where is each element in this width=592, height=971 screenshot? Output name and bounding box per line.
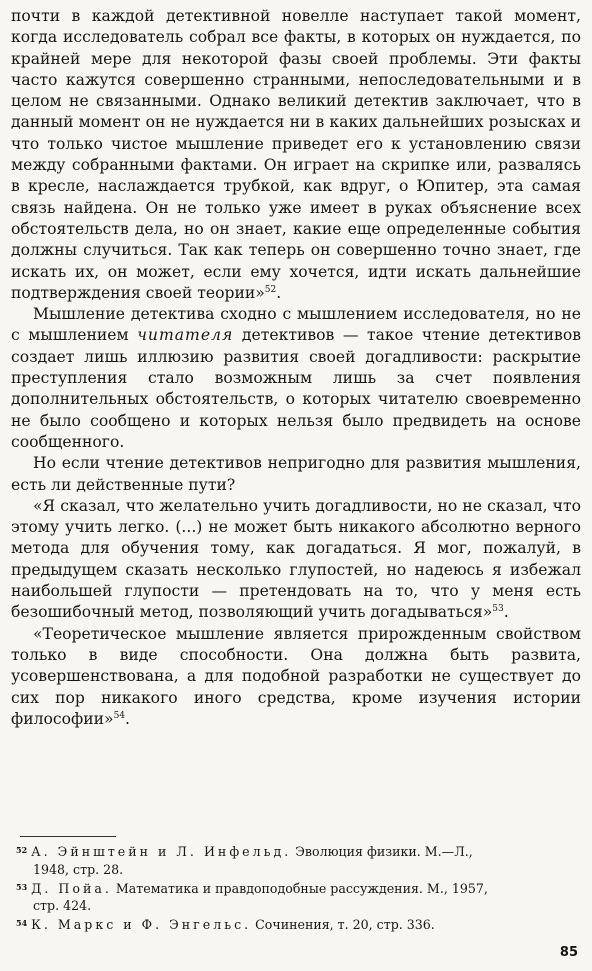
page-number: 85 bbox=[559, 945, 578, 960]
footnotes bbox=[16, 842, 584, 934]
paragraph-5-text: «Теоретическое мышление является прирожденным свойством только в виде способности. Она должна быть развита, усовершенствована, а для подобной разработки не существует до сих пор никакого иного средства, кроме изучения истории философии» bbox=[11, 624, 581, 728]
paragraph-2 bbox=[11, 304, 581, 453]
footnote-author: А. Эйнштейн и Л. Инфельд. bbox=[31, 844, 292, 859]
paragraph-3 bbox=[11, 453, 581, 496]
footnote-ref-54: 54 bbox=[113, 710, 126, 721]
paragraph-5: «Теоретическое мышление является прирожденным свойством только в виде способности. Она должна быть развита, усовершенствована, а для подобной разработки не существует до сих пор никакого иного средства, кроме изучения истории философии»$^{54}$. bbox=[11, 624, 581, 728]
paragraph-4: «Я сказал, что желательно учить догадливости, но не сказал, что этому учить легко. (...) не может быть никакого абсолютно верного метода для обучения тому, как догадаться. Я мог, пожалуй, в предыдущем сказать несколько глупостей, но надеюсь я избежал наибольшей глупости — претендовать на то, что у меня есть безошибочный метод, позволяющий учить догадываться»$^{53}$. bbox=[11, 496, 581, 622]
main-text bbox=[11, 6, 581, 730]
footnote-ref-52: 52 bbox=[264, 284, 277, 295]
footnote-text: Математика и правдоподобные рассуждения. М., 1957, bbox=[115, 880, 488, 896]
footnote-continuation: стр. 424. bbox=[33, 898, 92, 914]
footnote-divider bbox=[20, 836, 116, 837]
footnote-author: К. Маркс и Ф. Энгельс. bbox=[31, 917, 252, 933]
footnote-author: Д. Пойа. bbox=[31, 880, 112, 896]
footnote-52 bbox=[16, 842, 584, 879]
paragraph-2-emphasis: читателя bbox=[137, 326, 234, 345]
footnote-54 bbox=[16, 915, 584, 934]
footnote-text: Сочинения, т. 20, стр. 336. bbox=[255, 917, 435, 933]
footnote-number: 54 bbox=[16, 918, 28, 929]
paragraph-1-text: почти в каждой детективной новелле наступает такой момент, когда исследователь собрал все факты, в которых он нуждается, по крайней мере для некоторой фазы своей проблемы. Эти факты часто кажутся совершенно странными, непоследовательными и в целом не связанными. Однако великий детектив заключает, что в данный момент он не нуждается ни в каких дальнейших розысках и что только чистое мышление приведет его к установлению связи между собранными фактами. Он играет на скрипке или, развалясь в кресле, наслаждается трубкой, как вдруг, о Юпитер, эта самая связь найдена. Он не только уже имеет в руках объяснение всех обстоятельств дела, но он знает, какие еще определенные события должны случиться. Так как теперь он совершенно точно знает, где искать их, он может, если ему хочется, идти искать дальнейшие подтверждения своей теории» bbox=[11, 7, 581, 302]
footnote-53 bbox=[16, 879, 584, 916]
footnote-ref-53: 53 bbox=[492, 604, 504, 615]
paragraph-3-text: Но если чтение детективов непригодно для развития мышления, есть ли действенные пути? bbox=[11, 454, 581, 494]
paragraph-2-text-b: детективов — такое чтение детективов создает лишь иллюзию развития своей догадливости: раскрытие преступления стало возможным лишь за счет появления дополнительных обстоятельств, о которых читателю своевременно не было сообщено и которых нельзя было предвидеть на основе сообщенного. bbox=[11, 326, 582, 451]
paragraph-4-text: «Я сказал, что желательно учить догадливости, но не сказал, что этому учить легко. (...) не может быть никакого абсолютно верного метода для обучения тому, как догадаться. Я мог, пожалуй, в предыдущем сказать несколько глупостей, но надеюсь я избежал наибольшей глупости — претендовать на то, что у меня есть безошибочный метод, позволяющий учить догадываться» bbox=[11, 496, 581, 622]
footnote-number: 53 bbox=[16, 881, 28, 892]
paragraph-2-text-a: Мышление детектива сходно с мышлением исследователя, но не с мышлением bbox=[11, 305, 581, 345]
footnote-text: Эволюция физики. М.—Л., bbox=[295, 844, 473, 859]
footnote-continuation: 1948, стр. 28. bbox=[33, 861, 124, 877]
paragraph-1: почти в каждой детективной новелле наступает такой момент, когда исследователь собрал все факты, в которых он нуждается, по крайней мере для некоторой фазы своей проблемы. Эти факты часто кажутся совершенно странными, непоследовательными и в целом не связанными. Однако великий детектив заключает, что в данный момент он не нуждается ни в каких дальнейших розысках и что только чистое мышление приведет его к установлению связи между собранными фактами. Он играет на скрипке или, развалясь в кресле, наслаждается трубкой, как вдруг, о Юпитер, эта самая связь найдена. Он не только уже имеет в руках объяснение всех обстоятельств дела, но он знает, какие еще определенные события должны случиться. Так как теперь он совершенно точно знает, где искать их, он может, если ему хочется, идти искать дальнейшие подтверждения своей теории»$^{52}$. bbox=[11, 7, 581, 302]
footnote-number: 52 bbox=[16, 845, 28, 855]
